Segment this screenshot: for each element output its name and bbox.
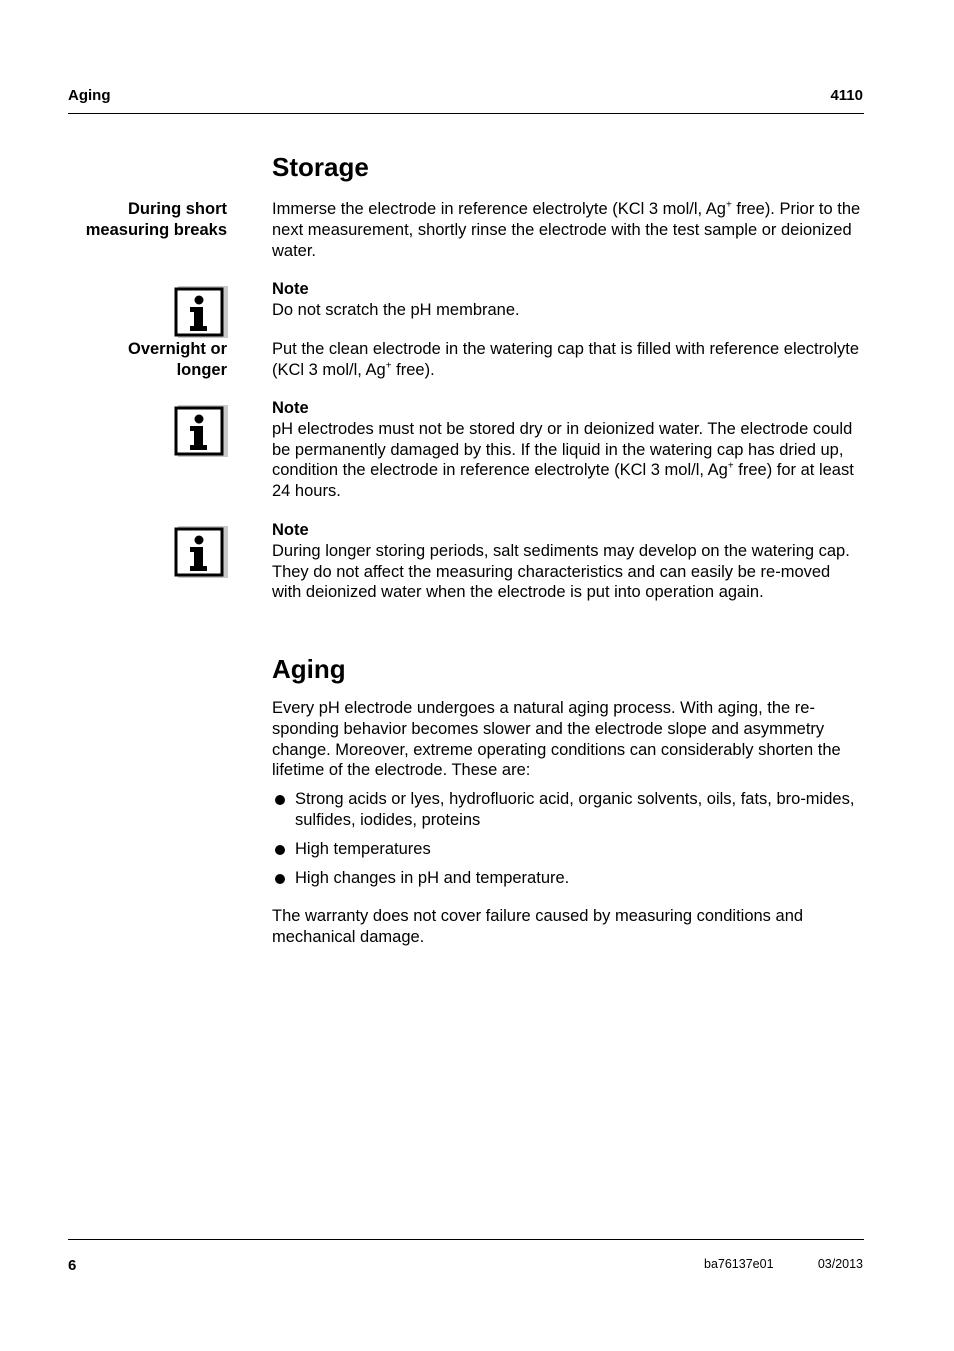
info-icon [174, 526, 228, 580]
warranty-text: The warranty does not cover failure caused by measuring conditions and mechanical damage. [272, 907, 804, 946]
footer-divider [68, 1239, 864, 1240]
note-3-label: Note [272, 521, 309, 539]
list-item: High changes in pH and temperature. [272, 868, 864, 889]
overnight-text: Put the clean electrode in the watering cap that is filled with reference electrolyte (KCl 3 mol/l, Ag+ free). [272, 340, 859, 379]
note-2-text: pH electrodes must not be stored dry or in deionized water. The electrode could be permanently damaged by this. If the liquid in the watering cap has dried up, condition the electrode in reference electrolyte (KCl 3 mol/l, Ag+ free) for at least 24 hours. [272, 419, 854, 501]
bullet-icon [275, 845, 285, 855]
document-id: ba76137e01 [704, 1257, 774, 1271]
short-breaks-label: During short measuring breaks [85, 200, 227, 239]
storage-heading: Storage [272, 152, 369, 182]
header-model-number: 4110 [830, 87, 863, 104]
header-divider [68, 113, 864, 114]
document-date: 03/2013 [817, 1257, 863, 1271]
overnight-label: Overnight or longer [127, 340, 227, 379]
bullet-icon [275, 874, 285, 884]
note-2 [272, 398, 864, 502]
aging-heading: Aging [272, 654, 346, 684]
info-icon [174, 286, 228, 340]
note-1 [272, 279, 864, 321]
header-section-title: Aging [68, 87, 111, 104]
page-number: 6 [68, 1257, 77, 1274]
note-3-text: During longer storing periods, salt sediments may develop on the watering cap. They do not affect the measuring characteristics and can easily be re-moved with deionized water when the electrode is put into operation again. [272, 541, 850, 602]
note-2-label: Note [272, 399, 309, 417]
aging-intro: Every pH electrode undergoes a natural aging process. With aging, the re-sponding behavior becomes slower and the electrode slope and asymmetry change. Moreover, extreme operating conditions can considerably shorten the lifetime of the electrode. These are: [272, 699, 841, 780]
bullet-icon [275, 795, 285, 805]
list-item: High temperatures [272, 839, 864, 860]
note-1-text: Do not scratch the pH membrane. [272, 300, 520, 319]
info-icon [174, 405, 228, 459]
list-item: Strong acids or lyes, hydrofluoric acid, organic solvents, oils, fats, bro-mides, sulfides, iodides, proteins [272, 789, 864, 831]
note-1-label: Note [272, 280, 309, 298]
note-3 [272, 520, 864, 603]
short-breaks-text: Immerse the electrode in reference electrolyte (KCl 3 mol/l, Ag+ free). Prior to the next measurement, shortly rinse the electrode with the test sample or deionized water. [272, 199, 861, 260]
